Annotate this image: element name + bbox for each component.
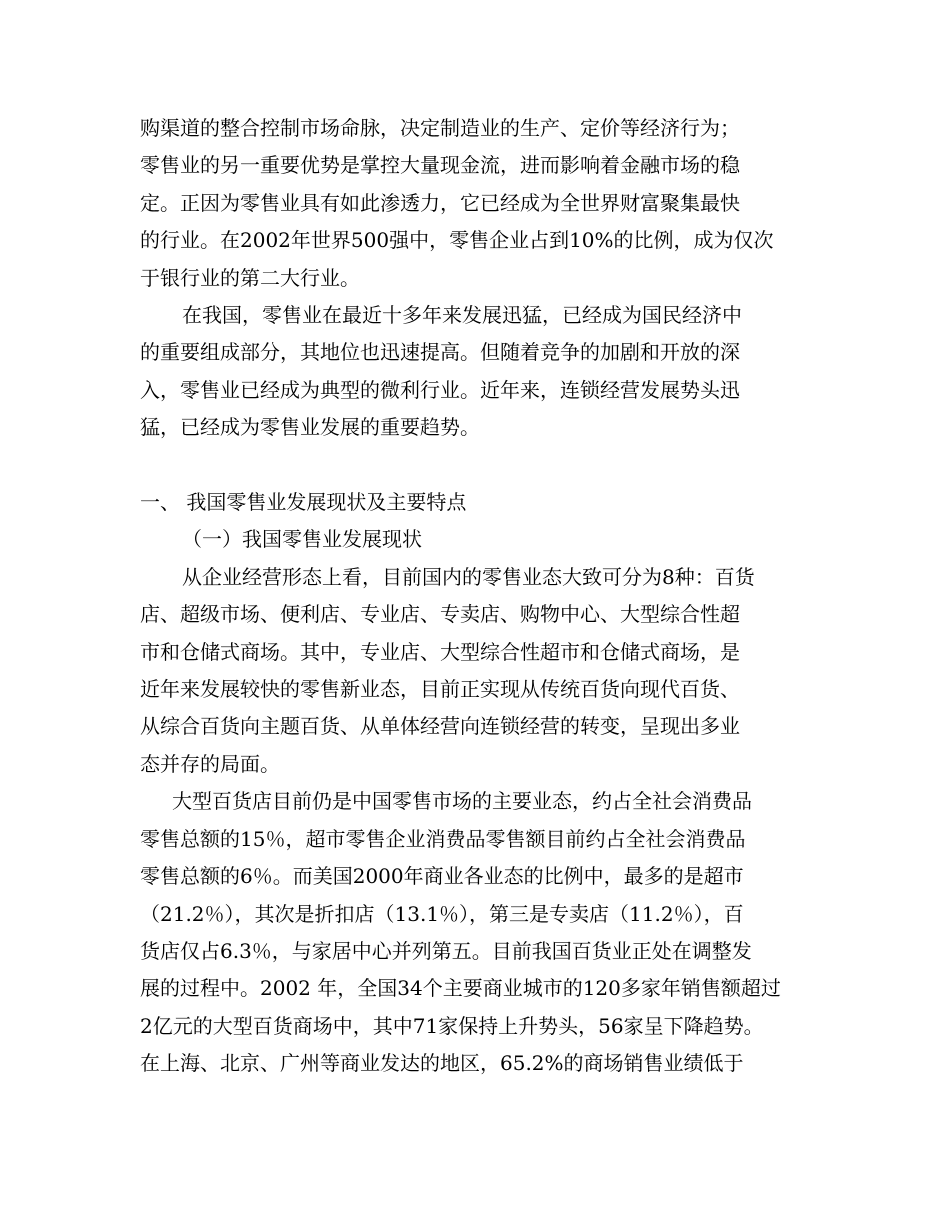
text-line: 货店仅占6.3％，与家居中心并列第五。目前我国百货业正处在调整发: [140, 938, 752, 963]
subsection-heading: [140, 521, 820, 558]
paragraph-department-stores: [140, 783, 820, 1082]
text-line: 展的过程中。2002 年，全国34个主要商业城市的120多家年销售额超过: [140, 976, 781, 1001]
document-body: [140, 110, 820, 1083]
text-line: 购渠道的整合控制市场命脉，决定制造业的生产、定价等经济行为；: [140, 116, 740, 140]
text-line: 零售总额的6％。而美国2000年商业各业态的比例中，最多的是超市: [140, 864, 744, 889]
text-line: 猛，已经成为零售业发展的重要趋势。: [140, 415, 480, 440]
text-line: 在上海、北京、广州等商业发达的地区，65.2%的商场销售业绩低于: [140, 1051, 744, 1076]
text-line: 于银行业的第二大行业。: [140, 265, 360, 290]
text-line: 店、超级市场、便利店、专业店、专卖店、购物中心、大型综合性超: [140, 602, 740, 627]
text-line: 态并存的局面。: [140, 751, 280, 776]
text-line: 的行业。在2002年世界500强中，零售企业占到10%的比例，成为仅次: [140, 228, 774, 253]
text-line: 在我国，零售业在最近十多年来发展迅猛，已经成为国民经济中: [182, 303, 742, 328]
text-line: 零售总额的15％，超市零售企业消费品零售额目前约占全社会消费品: [140, 826, 746, 851]
text-line: 定。正因为零售业具有如此渗透力，它已经成为全世界财富聚集最快: [140, 190, 740, 215]
text-line: 零售业的另一重要优势是掌控大量现金流，进而影响着金融市场的稳: [140, 153, 740, 178]
paragraph-intro-continued: [140, 110, 820, 297]
heading-line: （一）我国零售业发展现状: [182, 527, 422, 552]
text-line: 从综合百货向主题百货、从单体经营向连锁经营的转变，呈现出多业: [140, 714, 740, 739]
blank-line: [140, 447, 820, 484]
text-line: 近年来发展较快的零售新业态，目前正实现从传统百货向现代百货、: [140, 677, 740, 702]
text-line: 大型百货店目前仍是中国零售市场的主要业态，约占全社会消费品: [172, 789, 752, 814]
section-heading: [140, 484, 820, 521]
text-line: （21.2％），其次是折扣店（13.1％），第三是专卖店（11.2％），百: [140, 901, 744, 926]
text-line: 市和仓储式商场。其中，专业店、大型综合性超市和仓储式商场，是: [140, 639, 740, 664]
text-line: 2亿元的大型百货商场中，其中71家保持上升势头，56家呈下降趋势。: [140, 1013, 764, 1038]
text-line: 从企业经营形态上看，目前国内的零售业态大致可分为8种：百货: [182, 564, 755, 589]
paragraph-china-retail: [140, 297, 820, 447]
heading-line: 一、 我国零售业发展现状及主要特点: [140, 490, 467, 515]
paragraph-retail-formats: [140, 559, 820, 783]
text-line: 入，零售业已经成为典型的微利行业。近年来，连锁经营发展势头迅: [140, 377, 740, 402]
text-line: 的重要组成部分，其地位也迅速提高。但随着竞争的加剧和开放的深: [140, 340, 740, 365]
